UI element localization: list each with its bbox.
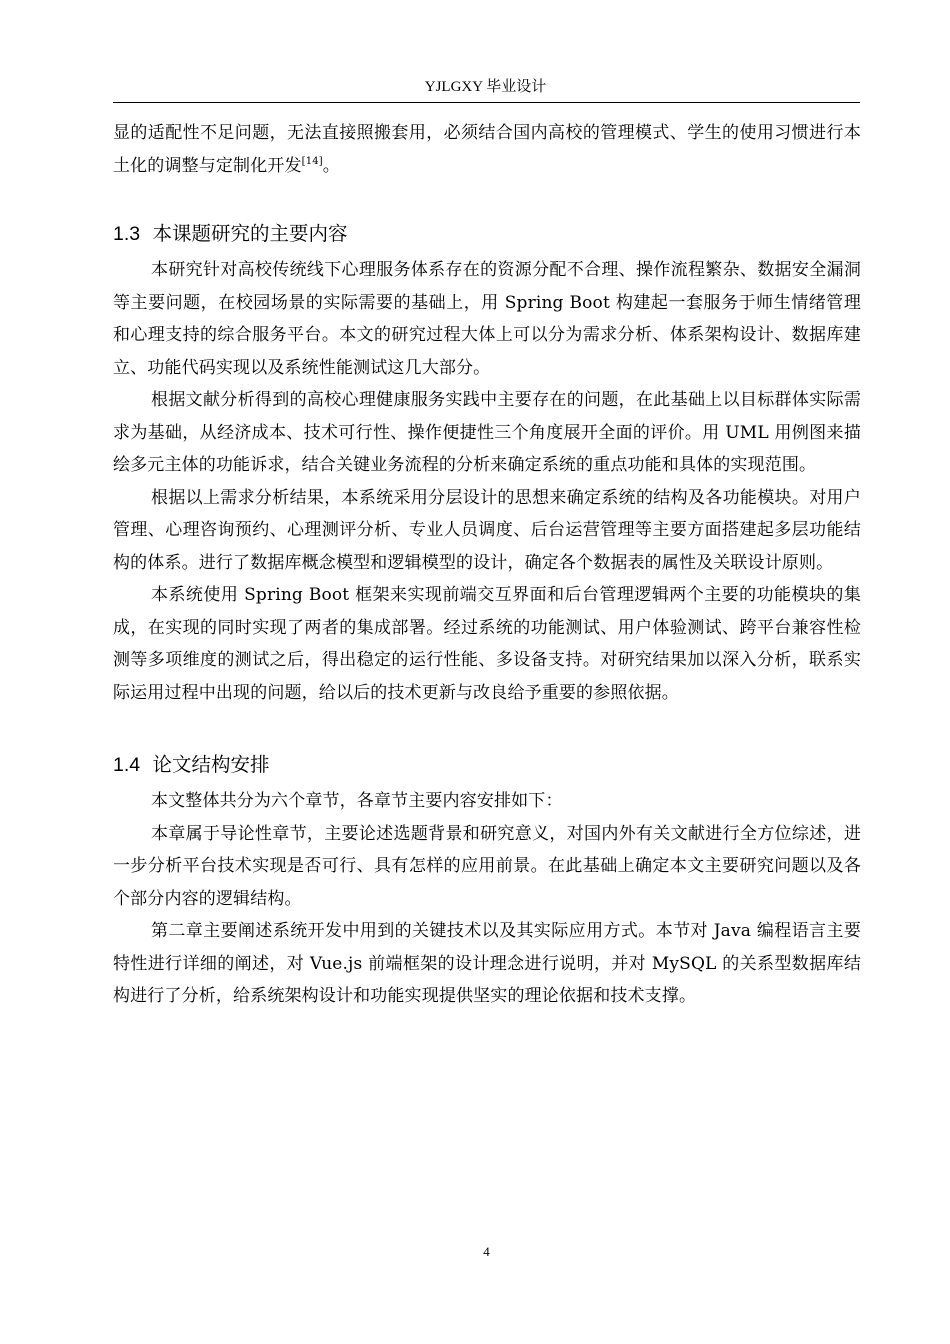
page-number: 4 — [483, 1244, 490, 1259]
citation-reference: [14] — [301, 155, 323, 167]
section-title: 论文结构安排 — [152, 753, 270, 776]
paragraph: 本文整体共分为六个章节，各章节主要内容安排如下： — [151, 791, 563, 811]
paragraph: 根据以上需求分析结果，本系统采用分层设计的思想来确定系统的结构及各功能模块。对用户管理、心理咨询预约、心理测评分析、专业人员调度、后台运营管理等主要方面搭建起多层功能结构的体系。进行了数据库概念模型和逻辑模型的设计，确定各个数据表的属性及关联设计原则。 — [113, 487, 861, 573]
header-divider — [113, 102, 860, 103]
intro-end: 。 — [322, 155, 340, 176]
section-number: 1.3 — [113, 223, 141, 245]
paragraph: 本章属于导论性章节，主要论述选题背景和研究意义，对国内外有关文献进行全方位综述，进一步分析平台技术实现是否可行、具有怎样的应用前景。在此基础上确定本文主要研究问题以及各个部分内容的逻辑结构。 — [113, 823, 861, 909]
section-title: 本课题研究的主要内容 — [152, 222, 348, 245]
running-header: YJLGXY 毕业设计 — [424, 79, 547, 95]
paragraph: 本系统使用 Spring Boot 框架来实现前端交互界面和后台管理逻辑两个主要的功能模块的集成，在实现的同时实现了两者的集成部署。经过系统的功能测试、用户体验测试、跨平台兼容性检测等多项维度的测试之后，得出稳定的运行性能、多设备支持。对研究结果加以深入分析，联系实际运用过程中出现的问题，给以后的技术更新与改良给予重要的参照依据。 — [113, 585, 861, 703]
page-body — [113, 117, 861, 1013]
section-heading-1-4 — [113, 749, 861, 781]
intro-continuation-paragraph — [113, 117, 861, 182]
section-number: 1.4 — [113, 754, 141, 776]
paragraph: 根据文献分析得到的高校心理健康服务实践中主要存在的问题，在此基础上以目标群体实际需求为基础，从经济成本、技术可行性、操作便捷性三个角度展开全面的评价。用 UML 用例图来描绘多元主体的功能诉求，结合关键业务流程的分析来确定系统的重点功能和具体的实现范围。 — [113, 390, 861, 475]
paragraph: 第二章主要阐述系统开发中用到的关键技术以及其实际应用方式。本节对 Java 编程语言主要特性进行详细的阐述，对 Vue.js 前端框架的设计理念进行说明，并对 MySQL 的关系型数据库结构进行了分析，给系统架构设计和功能实现提供坚实的理论依据和技术支撑。 — [113, 921, 861, 1006]
paragraph: 本研究针对高校传统线下心理服务体系存在的资源分配不合理、操作流程繁杂、数据安全漏洞等主要问题，在校园场景的实际需要的基础上，用 Spring Boot 构建起一套服务于师生情绪管理和心理支持的综合服务平台。本文的研究过程大体上可以分为需求分析、体系架构设计、数据库建立、功能代码实现以及系统性能测试这几大部分。 — [113, 260, 861, 378]
intro-text: 显的适配性不足问题，无法直接照搬套用，必须结合国内高校的管理模式、学生的使用习惯进行本土化的调整与定制化开发 — [113, 123, 861, 176]
section-heading-1-3 — [113, 218, 861, 250]
